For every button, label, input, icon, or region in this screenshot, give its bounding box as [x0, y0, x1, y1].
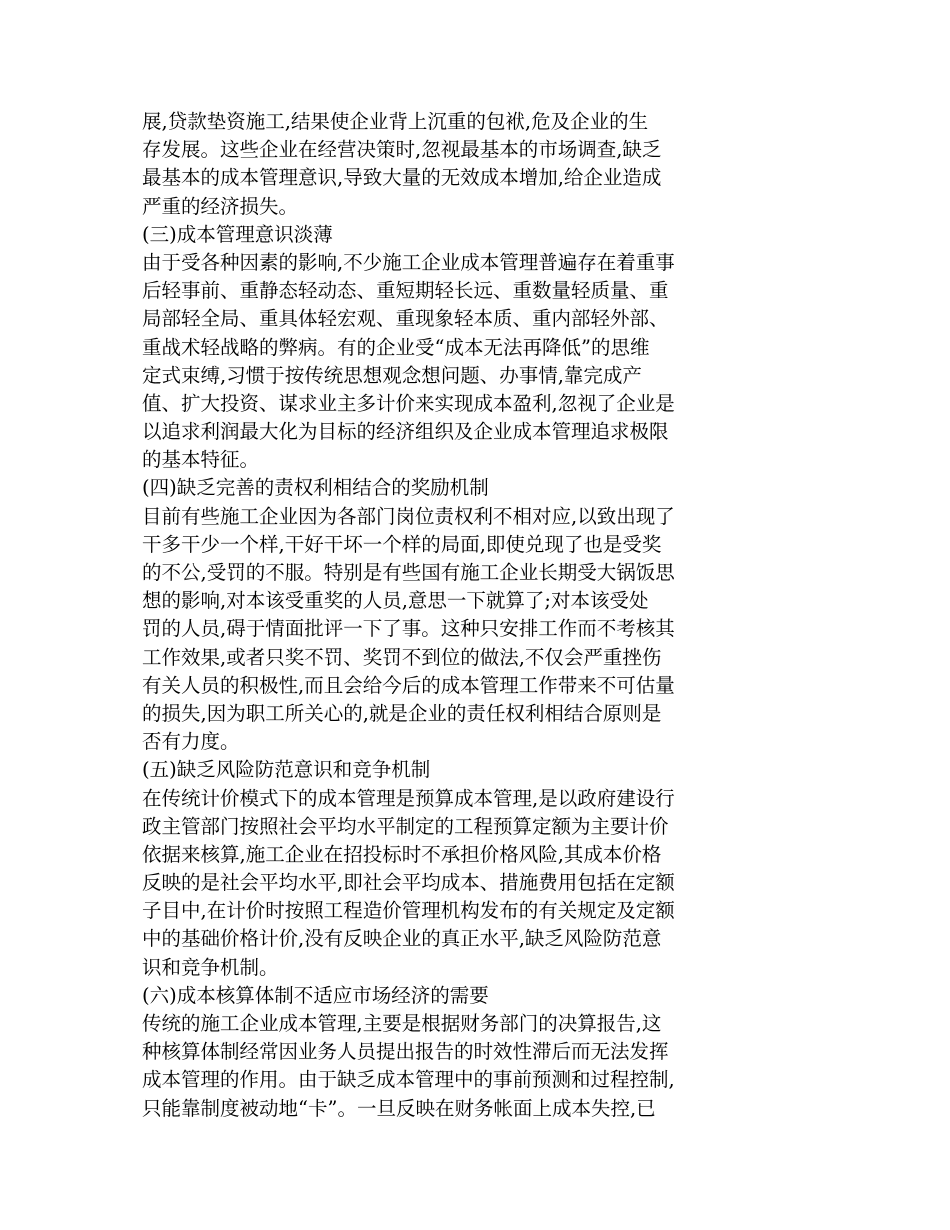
paragraph-line: 的损失,因为职工所关心的,就是企业的责任权利相结合原则是	[142, 701, 662, 725]
paragraph-line: 目前有些施工企业因为各部门岗位责权利不相对应,以致出现了	[142, 504, 675, 528]
paragraph-line: 识和竞争机制。	[142, 955, 279, 979]
paragraph-line: 反映的是社会平均水平,即社会平均成本、措施费用包括在定额	[142, 871, 675, 895]
section-heading	[142, 221, 742, 249]
paragraph-line: 的基本特征。	[142, 448, 260, 472]
paragraph-line: 值、扩大投资、谋求业主多计价来实现成本盈利,忽视了企业是	[142, 391, 675, 415]
body-paragraph	[142, 108, 742, 221]
paragraph-line: 的不公,受罚的不服。特别是有些国有施工企业长期受大锅饭思	[142, 561, 675, 584]
paragraph-line: 重战术轻战略的弊病。有的企业受“成本无法再降低”的思维	[142, 335, 650, 359]
paragraph-line: 以追求利润最大化为目标的经济组织及企业成本管理追求极限	[142, 420, 669, 444]
body-paragraph	[142, 503, 742, 757]
paragraph-line: 中的基础价格计价,没有反映企业的真正水平,缺乏风险防范意	[142, 927, 662, 951]
paragraph-line: 想的影响,对本该受重奖的人员,意思一下就算了;对本该受处	[142, 589, 649, 613]
heading-text: (四)缺乏完善的责权利相结合的奖励机制	[142, 476, 489, 500]
heading-text: (六)成本核算体制不适应市场经济的需要	[142, 983, 489, 1007]
paragraph-line: 展,贷款垫资施工,结果使企业背上沉重的包袱,危及企业的生	[142, 110, 649, 133]
heading-text: (五)缺乏风险防范意识和竞争机制	[142, 758, 431, 782]
document-page	[142, 108, 742, 1123]
paragraph-line: 局部轻全局、重具体轻宏观、重现象轻本质、重内部轻外部、	[142, 307, 669, 331]
paragraph-line: 干多干少一个样,干好干坏一个样的局面,即使兑现了也是受奖	[142, 532, 662, 556]
section-heading	[142, 474, 742, 502]
paragraph-line: 定式束缚,习惯于按传统思想观念想问题、办事情,靠完成产	[142, 363, 642, 387]
body-paragraph	[142, 785, 742, 982]
paragraph-line: 子目中,在计价时按照工程造价管理机构发布的有关规定及定额	[142, 899, 675, 923]
body-paragraph	[142, 1010, 742, 1123]
section-heading	[142, 982, 742, 1010]
paragraph-line: 否有力度。	[142, 730, 240, 754]
paragraph-line: 最基本的成本管理意识,导致大量的无效成本增加,给企业造成	[142, 166, 662, 190]
paragraph-line: 有关人员的积极性,而且会给今后的成本管理工作带来不可估量	[142, 673, 675, 697]
paragraph-line: 在传统计价模式下的成本管理是预算成本管理,是以政府建设行	[142, 786, 675, 810]
section-heading	[142, 756, 742, 784]
paragraph-line: 只能靠制度被动地“卡”。一旦反映在财务帐面上成本失控,已	[142, 1096, 656, 1120]
paragraph-line: 依据来核算,施工企业在招投标时不承担价格风险,其成本价格	[142, 842, 662, 866]
paragraph-line: 种核算体制经常因业务人员提出报告的时效性滞后而无法发挥	[142, 1040, 669, 1064]
paragraph-line: 罚的人员,碍于情面批评一下了事。这种只安排工作而不考核其	[142, 617, 675, 641]
paragraph-line: 传统的施工企业成本管理,主要是根据财务部门的决算报告,这	[142, 1012, 662, 1035]
paragraph-line: 后轻事前、重静态轻动态、重短期轻长远、重数量轻质量、重	[142, 279, 669, 303]
paragraph-line: 由于受各种因素的影响,不少施工企业成本管理普遍存在着重事	[142, 250, 675, 274]
paragraph-line: 严重的经济损失。	[142, 194, 299, 218]
paragraph-line: 成本管理的作用。由于缺乏成本管理中的事前预测和过程控制,	[142, 1068, 675, 1092]
paragraph-line: 存发展。这些企业在经营决策时,忽视最基本的市场调查,缺乏	[142, 138, 662, 162]
paragraph-line: 工作效果,或者只奖不罚、奖罚不到位的做法,不仅会严重挫伤	[142, 645, 662, 669]
heading-text: (三)成本管理意识淡薄	[142, 222, 333, 246]
body-paragraph	[142, 249, 742, 475]
paragraph-line: 政主管部门按照社会平均水平制定的工程预算定额为主要计价	[142, 814, 669, 838]
